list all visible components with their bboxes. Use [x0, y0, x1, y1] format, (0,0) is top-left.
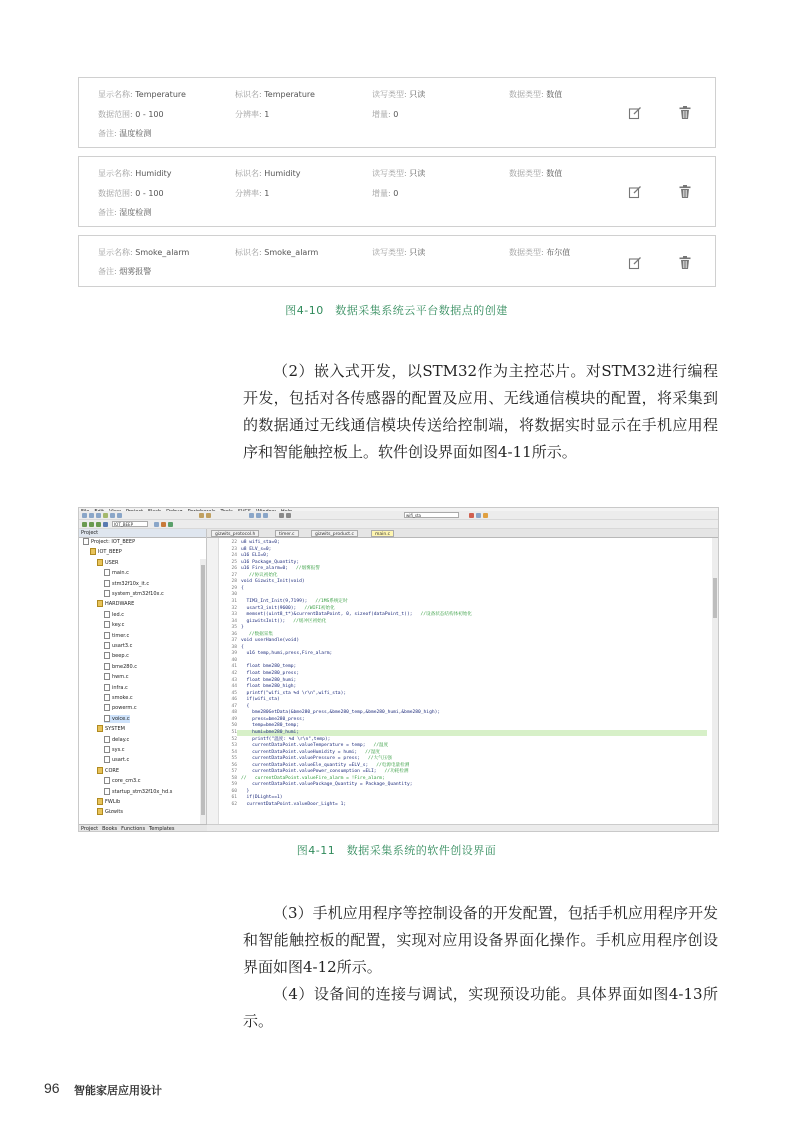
line-number: 52 [231, 736, 237, 742]
tree-item-label: stm32f10x_it.c [112, 580, 150, 587]
tree-item-label: startup_stm32f10x_hd.s [112, 788, 173, 795]
edit-icon[interactable] [628, 106, 642, 120]
code-comment: //电源电量检测 [376, 762, 410, 768]
tree-item[interactable] [97, 725, 125, 733]
code-line [241, 776, 385, 782]
code-line [241, 625, 244, 631]
tree-item-label: sys.c [112, 747, 125, 753]
code-editor[interactable] [207, 538, 714, 824]
line-number: 44 [231, 684, 237, 690]
code-text: { [241, 644, 244, 650]
tree-item-label: beep.c [112, 653, 129, 660]
file-icon [104, 590, 110, 597]
tab-functions[interactable]: Functions [121, 826, 146, 832]
code-text: press=bme280_press; [241, 716, 305, 722]
code-text: temp=bme280_temp; [241, 723, 300, 729]
code-line [241, 710, 440, 716]
code-line [241, 664, 296, 670]
target-select[interactable]: IOT_BEEP [112, 521, 148, 527]
file-icon [104, 736, 110, 743]
book-title: 智能家居应用设计 [74, 1084, 162, 1097]
file-icon [104, 788, 110, 795]
download-icon[interactable] [103, 522, 108, 527]
line-number: 33 [231, 612, 237, 618]
display-name: Temperature [135, 90, 186, 99]
find-in-files-icon[interactable] [476, 513, 481, 518]
code-text: float bme280_press; [241, 671, 300, 676]
folder-icon [97, 600, 103, 607]
bookmark-prev-icon[interactable] [256, 513, 261, 518]
code-comment: //设备状态结构体初始化 [420, 612, 472, 618]
edit-icon[interactable] [628, 185, 642, 199]
tree-item-label: hwm.c [112, 674, 129, 681]
line-number: 61 [231, 795, 237, 801]
data-type: 数值 [546, 90, 563, 99]
line-number: 50 [231, 723, 237, 729]
file-icon [104, 756, 110, 763]
tree-item-label: bme280.c [112, 663, 138, 670]
tree-item-label: voice.c [112, 715, 130, 722]
line-number: 23 [231, 546, 237, 552]
code-text: if(DLight==1) [241, 795, 283, 801]
tree-item[interactable] [104, 788, 172, 796]
tree-item-label: core_cm3.c [112, 778, 141, 785]
rw-type: 只读 [409, 248, 426, 257]
datapoint-card-temperature: 显示名称: Temperature 标识名: Temperature 读写类型: 只读 数据类型: 数值 数据范围: 0 - 100 分辨率: 1 增量: 0 备注: 温度检测 [78, 77, 716, 148]
code-text: printf("温度: %d \r\n",temp); [241, 736, 331, 742]
tree-item-label: USER [105, 559, 119, 566]
data-type: 数值 [546, 169, 563, 178]
line-number: 41 [231, 664, 237, 670]
tree-item-label: led.c [112, 611, 124, 618]
line-number: 28 [231, 579, 237, 585]
file-icon [104, 652, 110, 659]
current-line-highlight [237, 730, 707, 736]
code-comment: //烟雾报警 [296, 566, 320, 572]
tab-gizwits-product-c[interactable]: gizwits_product.c [311, 530, 358, 537]
datapoint-card-humidity: 显示名称: Humidity 标识名: Humidity 读写类型: 只读 数据类型: 数值 数据范围: 0 - 100 分辨率: 1 增量: 0 备注: 湿度检测 [78, 156, 716, 227]
tree-item[interactable] [104, 746, 125, 754]
code-line [241, 553, 269, 559]
tree-item-label: timer.c [112, 632, 130, 639]
toolbar-build [79, 520, 718, 529]
tree-item-label: FWLib [105, 799, 121, 805]
code-text: currentDataPoint.valueEle_quantity =ELV_s; [241, 762, 369, 768]
folder-icon [97, 725, 103, 732]
code-line [241, 717, 305, 723]
tree-item-label: smoke.c [112, 695, 133, 701]
code-line [241, 756, 392, 762]
line-number: 54 [231, 749, 237, 755]
note: 烟雾报警 [119, 267, 152, 276]
code-text: memset((uint8_t*)&currentDataPoint, 0, sizeof(dataPoint_t)); [241, 612, 413, 618]
project-scrollbar[interactable] [200, 559, 206, 829]
line-number: 37 [231, 638, 237, 644]
code-text: void Gizwits_Init(void) [241, 579, 305, 585]
increment: 0 [393, 110, 399, 119]
tree-item-label: system_stm32f10x.c [112, 591, 164, 597]
identifier: Humidity [264, 169, 301, 178]
code-text: currentDataPoint.valuePower_consumption =ELI; [241, 769, 377, 775]
file-icon [104, 704, 110, 711]
file-icon [104, 580, 110, 587]
cut-icon[interactable] [103, 513, 108, 518]
resolution: 1 [264, 110, 270, 119]
code-line [241, 573, 278, 579]
line-number: 43 [231, 677, 237, 683]
code-line [241, 579, 305, 585]
code-line [241, 737, 330, 743]
tree-item-label: usart.c [112, 757, 130, 764]
file-icon [104, 632, 110, 639]
code-text: float bme280_temp; [241, 664, 297, 670]
paragraph-mobile-dev: （3）手机应用程序等控制设备的开发配置，包括手机应用程序开发和智能触控板的配置，实现对应用设备界面化操作。手机应用程序创设界面如图4-12所示。 （4）设备间的连接与调试，实现预设功能。具体界面如图4-13所示。 [243, 904, 718, 1030]
tree-item[interactable] [104, 652, 129, 660]
tree-item[interactable] [97, 798, 120, 806]
file-icon [104, 684, 110, 691]
tree-item-label: delay.c [112, 736, 130, 743]
tree-item-label: HARDWARE [105, 601, 135, 608]
save-icon[interactable] [96, 513, 101, 518]
code-text: if(wifi_sta) [241, 697, 280, 703]
code-comment: //协议初始化 [249, 572, 278, 578]
code-text: // currentDataPoint.valueFire_alarm = !Fire_alarm; [241, 775, 385, 781]
tree-item[interactable] [104, 569, 129, 577]
code-text: TIM3_Int_Init(9,7199); [241, 598, 308, 604]
tree-item[interactable] [104, 621, 124, 629]
file-icon [104, 673, 110, 680]
folder-icon [97, 798, 103, 805]
trash-icon[interactable] [678, 256, 692, 270]
code-comment: //缓冲区初始化 [293, 618, 327, 624]
code-text: u8 ELV_s=0; [241, 546, 272, 552]
code-comment: //功耗检测 [384, 769, 409, 775]
code-line [241, 632, 273, 638]
file-icon [104, 694, 110, 701]
data-range: 0 - 100 [135, 110, 164, 119]
display-name: Smoke_alarm [135, 248, 190, 257]
tree-item[interactable] [104, 611, 124, 619]
line-number: 58 [231, 775, 237, 781]
tree-item[interactable] [83, 538, 135, 546]
file-icon [104, 569, 110, 576]
line-number: 25 [231, 559, 237, 565]
build-icon[interactable] [89, 522, 94, 527]
line-number: 32 [231, 605, 237, 611]
line-number: 62 [231, 802, 237, 807]
tree-item[interactable] [104, 777, 140, 785]
file-icon [104, 777, 110, 784]
tree-item[interactable] [104, 673, 128, 681]
file-icon [104, 715, 110, 722]
code-comment: //1MS系统定时 [315, 598, 348, 604]
code-line [241, 612, 472, 618]
code-line [241, 560, 299, 566]
tree-item-label: infra.c [112, 684, 128, 691]
code-text: { [241, 703, 250, 709]
code-line [241, 599, 348, 605]
line-number: 51 [231, 729, 237, 735]
rebuild-icon[interactable] [96, 522, 101, 527]
tab-main-c[interactable]: main.c [371, 530, 394, 537]
target-options-icon[interactable] [154, 522, 159, 527]
code-comment: //数据采集 [249, 631, 273, 637]
code-text: float bme280_humi; [241, 677, 297, 683]
rw-type: 只读 [409, 169, 426, 178]
line-number: 36 [231, 631, 237, 637]
line-number: 27 [231, 572, 237, 578]
tree-item[interactable] [104, 663, 137, 671]
code-line [241, 684, 296, 690]
tree-item-label: main.c [112, 570, 129, 577]
bookmark-icon[interactable] [249, 513, 254, 518]
line-number: 45 [231, 690, 237, 696]
line-number: 40 [231, 657, 237, 663]
figure-caption-4-11: 图4-11 数据采集系统的软件创设界面 [296, 844, 497, 857]
tree-item[interactable] [104, 684, 128, 692]
page-number: 96 [44, 1080, 60, 1096]
code-line [241, 619, 326, 625]
outdent-icon[interactable] [286, 513, 291, 518]
file-icon [104, 611, 110, 618]
code-line [241, 723, 299, 729]
line-number: 29 [231, 585, 237, 591]
code-text: u16 temp,humi,press,Fire_alarm; [241, 651, 333, 657]
code-text: currentDataPoint.valueTemperature = temp; [241, 743, 366, 749]
undo-icon[interactable] [199, 513, 204, 518]
line-number: 38 [231, 644, 237, 650]
line-number: 34 [231, 618, 237, 624]
line-number: 24 [231, 553, 237, 559]
tab-timer-c[interactable]: timer.c [275, 530, 299, 537]
file-icon [83, 538, 89, 545]
code-text: u8 wifi_sta=0; [241, 540, 280, 545]
code-text: float bme280_high; [241, 684, 297, 690]
code-text: { [241, 585, 244, 591]
code-line [241, 566, 320, 572]
tree-item[interactable] [97, 808, 123, 816]
file-icon [104, 642, 110, 649]
figure-caption-4-10: 图4-10 数据采集系统云平台数据点的创建 [285, 304, 508, 317]
line-number: 47 [231, 703, 237, 709]
code-line [241, 704, 249, 710]
debug-icon[interactable] [469, 513, 474, 518]
indent-icon[interactable] [279, 513, 284, 518]
tree-item-label: Gizwits [105, 809, 123, 816]
code-line [241, 697, 280, 703]
project-panel-header: Project [79, 529, 206, 538]
tree-item[interactable] [104, 580, 149, 588]
code-text: gizwitsInit(); [241, 618, 286, 624]
data-type: 布尔值 [546, 248, 571, 257]
code-line [241, 678, 296, 684]
line-number: 56 [231, 762, 237, 768]
code-comment: //温度 [373, 743, 389, 749]
tree-item[interactable] [97, 559, 118, 567]
line-number: 39 [231, 651, 237, 657]
code-line [241, 795, 283, 801]
project-bottom-tabs [79, 824, 207, 832]
tree-item[interactable] [104, 736, 129, 744]
tree-item-label: IOT_BEEP [98, 549, 122, 556]
code-line [241, 782, 412, 788]
tree-item[interactable] [97, 767, 119, 775]
folder-icon [97, 808, 103, 815]
open-file-icon[interactable] [89, 513, 94, 518]
data-range: 0 - 100 [135, 189, 164, 198]
code-text: usart3_init(9600); [241, 605, 297, 611]
tree-item-label: SYSTEM [105, 726, 125, 733]
paste-icon[interactable] [117, 513, 122, 518]
folder-icon [90, 548, 96, 555]
tree-item-label: powerm.c [112, 705, 137, 712]
code-text: currentDataPoint.valuePressure = press; [241, 756, 360, 762]
code-line [241, 769, 408, 775]
line-number: 53 [231, 743, 237, 749]
folder-icon [97, 767, 103, 774]
code-text: currentDataPoint.valuePackage_Quantity = Package_Quantity; [241, 782, 413, 788]
line-number: 49 [231, 716, 237, 722]
file-icon [104, 663, 110, 670]
tab-templates[interactable]: Templates [149, 826, 175, 832]
line-number: 35 [231, 625, 237, 631]
line-number: 26 [231, 566, 237, 572]
code-line [241, 789, 249, 795]
tree-item[interactable] [104, 694, 133, 702]
project-panel [79, 529, 207, 824]
toolbar-main [79, 511, 718, 520]
tree-item[interactable] [104, 632, 129, 640]
code-text: } [241, 788, 250, 794]
code-text: humi=bme280_humi; [241, 729, 300, 735]
code-comment: //WIFI初始化 [304, 605, 335, 611]
line-number: 22 [231, 540, 237, 545]
tree-item-label: Project: IOT_BEEP [91, 539, 136, 545]
code-comment: //大气压强 [367, 756, 392, 762]
note: 湿度检测 [119, 208, 152, 217]
manage-components-icon[interactable] [161, 522, 166, 527]
note: 温度检测 [119, 129, 152, 138]
redo-icon[interactable] [206, 513, 211, 518]
folder-icon [97, 559, 103, 566]
line-number: 46 [231, 697, 237, 703]
editor-scrollbar[interactable] [712, 538, 718, 824]
code-text: currentDataPoint.valueDoor_Light= 1; [241, 802, 347, 807]
code-text: } [241, 625, 244, 631]
pack-installer-icon[interactable] [168, 522, 173, 527]
code-line [241, 547, 271, 553]
identifier: Smoke_alarm [264, 248, 319, 257]
trash-icon[interactable] [678, 185, 692, 199]
code-line [241, 606, 335, 612]
paragraph-embedded-dev: （2）嵌入式开发，以STM32作为主控芯片。对STM32进行编程开发，包括对各传感器的配置及应用、无线通信模块的配置，将采集到的数据通过无线通信模块传送给控制端，将数据实时显示在手机应用程序和智能触控板上。软件创设界面如图4-11所示。 [243, 362, 718, 461]
tab-project[interactable]: Project [81, 826, 99, 832]
code-line [241, 691, 346, 697]
code-line [241, 638, 299, 644]
bookmark-next-icon[interactable] [263, 513, 268, 518]
tree-item-label: key.c [112, 622, 125, 629]
settings-icon[interactable] [483, 513, 488, 518]
code-text: printf("wifi_sta %d \r\n",wifi_sta); [241, 690, 347, 696]
code-comment: //湿度 [365, 749, 380, 755]
tree-item-label: CORE [105, 767, 120, 774]
tab-gizwits-protocol-h[interactable]: gizwits_protocol.h [211, 530, 259, 537]
increment: 0 [393, 189, 399, 198]
trash-icon[interactable] [678, 106, 692, 120]
file-icon [104, 746, 110, 753]
find-input[interactable]: wifi_sta [404, 512, 459, 518]
code-line [241, 671, 299, 677]
tree-item[interactable] [97, 600, 134, 608]
code-line [241, 651, 332, 657]
tree-item[interactable] [104, 704, 137, 712]
code-text: u16 Fire_alarm=0; [241, 566, 289, 572]
resolution: 1 [264, 189, 270, 198]
line-number: 60 [231, 788, 237, 794]
line-number: 59 [231, 782, 237, 788]
code-text: u16 ELI=0; [241, 553, 269, 559]
tree-item[interactable] [90, 548, 122, 556]
identifier: Temperature [264, 90, 315, 99]
line-number: 55 [231, 756, 237, 762]
code-line [241, 586, 244, 592]
display-name: Humidity [135, 169, 172, 178]
compile-icon[interactable] [82, 522, 87, 527]
line-number: 42 [231, 671, 237, 676]
line-number: 48 [231, 710, 237, 716]
code-line [241, 750, 380, 756]
line-number: 57 [231, 769, 237, 775]
code-line [241, 730, 299, 736]
code-line [241, 743, 388, 749]
code-text: void userHandle(void) [241, 638, 300, 644]
tab-books[interactable]: Books [102, 826, 118, 832]
code-line [241, 802, 346, 808]
copy-icon[interactable] [110, 513, 115, 518]
code-line [241, 540, 280, 546]
code-line [241, 645, 244, 651]
tree-item[interactable] [104, 590, 164, 598]
editor-hscrollbar[interactable] [207, 824, 719, 832]
tree-item[interactable] [104, 715, 130, 723]
datapoint-card-smoke-alarm: 显示名称: Smoke_alarm 标识名: Smoke_alarm 读写类型: 只读 数据类型: 布尔值 备注: 烟雾报警 [78, 235, 716, 287]
edit-icon[interactable] [628, 256, 642, 270]
rw-type: 只读 [409, 90, 426, 99]
code-text: bme280GetData(&bme280_press,&bme280_temp,&bme280_humi,&bme280_high); [241, 710, 441, 716]
code-text: u16 Package_Quantity; [241, 559, 300, 565]
line-number: 31 [231, 598, 237, 604]
code-text: currentDataPoint.valueHumidity = humi; [241, 749, 358, 755]
tree-item[interactable] [104, 642, 132, 650]
tree-item-label: usart3.c [112, 643, 133, 649]
code-line [241, 763, 409, 769]
editor-tabs [207, 529, 719, 538]
editor-gutter [207, 538, 219, 824]
file-icon [104, 621, 110, 628]
tree-item[interactable] [104, 756, 129, 764]
line-number: 30 [231, 592, 237, 598]
ide-window [78, 507, 719, 832]
new-file-icon[interactable] [82, 513, 87, 518]
